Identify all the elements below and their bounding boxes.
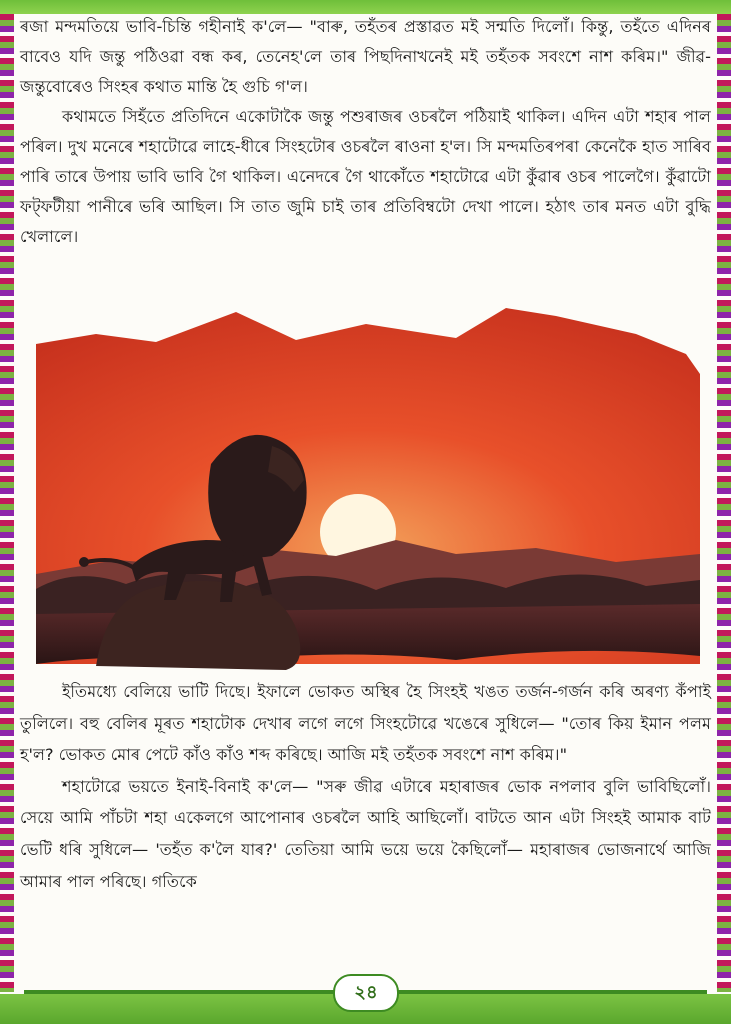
right-decorative-border (717, 14, 731, 992)
paragraph-1: ৰজা মন্দমতিয়ে ভাবি-চিন্তি গহীনাই ক'লে— "বাৰু, তহঁতৰ প্ৰস্তাৱত মই সন্মতি দিলোঁ। কিন্তু, তহঁতে এদিনৰ বাবেও যদি জন্তু পঠিওৱা বন্ধ কৰ, তেনেহ'লে তাৰ পিছদিনাখনেই মই তহঁতক সবংশে নাশ কৰিম।" জীৱ-জন্তুবোৰেও সিংহৰ কথাত মান্তি হৈ গুচি গ'ল। (20, 17, 711, 96)
paragraph-2: কথামতে সিহঁতে প্ৰতিদিনে একোটাকৈ জন্তু পশুৰাজৰ ওচৰলৈ পঠিয়াই থাকিল। এদিন এটা শহাৰ পাল পৰিল। দুখ মনেৰে শহাটোৱে লাহে-ধীৰে সিংহটোৰ ওচৰলৈ ৰাওনা হ'ল। সি মন্দমতিৰপৰা কেনেকৈ হাত সাৰিব পাৰি তাৰে উপায় ভাবি ভাবি গৈ থাকিল। এনেদৰে গৈ থাকোঁতে শহাটোৱে এটা কুঁৱাৰ ওচৰ পালেগৈ। কুঁৱাটো ফট্‌ফটীয়া পানীৰে ভৰি আছিল। সি তাত জুমি চাই তাৰ প্ৰতিবিম্বটো দেখা পালে। হঠাৎ তাৰ মনত এটা বুদ্ধি খেলালে। (20, 107, 711, 246)
paragraph-4: শহাটোৱে ভয়তে ইনাই-বিনাই ক'লে— "সৰু জীৱ এটাৰে মহাৰাজৰ ভোক নপলাব বুলি ভাবিছিলোঁ। সেয়ে আমি পাঁচটা শহা একেলগে আপোনাৰ ওচৰলৈ আহি আছিলোঁ। বাটতে আন এটা সিংহই আমাক বাট ভেটি ধৰি সুধিলে— 'তহঁত ক'লৈ যাৰ?' তেতিয়া আমি ভয়ে ভয়ে কৈছিলোঁ— মহাৰাজৰ ভোজনাৰ্থে আজি আমাৰ পাল পৰিছে। গতিকে (20, 776, 711, 891)
left-decorative-border (0, 14, 14, 992)
paragraph-3: ইতিমধ্যে বেলিয়ে ভাটি দিছে। ইফালে ভোকত অস্থিৰ হৈ সিংহই খঙত তৰ্জন-গৰ্জন কৰি অৰণ্য কঁপাই তুলিলে। বহু বেলিৰ মূৰত শহাটোক দেখাৰ লগে লগে সিংহটোৱে খঙেৰে সুধিলে— "তোৰ কিয় ইমান পলম হ'ল? ভোকত মোৰ পেটে কাঁও কাঁও শব্দ কৰিছে। আজি মই তহঁতক সবংশে নাশ কৰিম।" (20, 682, 711, 765)
story-text-top (20, 12, 711, 252)
lion-sunset-illustration (36, 304, 700, 676)
story-text-bottom (20, 676, 711, 897)
illustration-image (36, 304, 700, 676)
page-number: ২৪ (333, 974, 399, 1012)
